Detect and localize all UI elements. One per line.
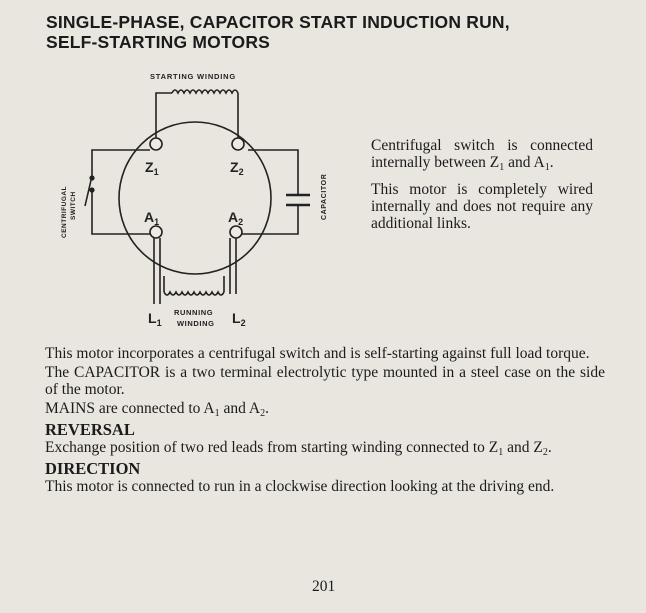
capacitor-lead-bottom — [240, 205, 298, 234]
running-label-2: WINDING — [177, 319, 215, 328]
label-a1: $A_1$ — [144, 209, 160, 227]
switch-lead-top — [92, 150, 150, 176]
paragraph-capacitor: The CAPACITOR is a two terminal electrolytic type mounted in a steel case on the side of the motor. — [45, 364, 605, 398]
centrifugal-label-2: SWITCH — [70, 191, 77, 220]
running-coil-taps — [164, 276, 224, 292]
paragraph-direction: This motor is connected to run in a clockwise direction looking at the driving end. — [45, 478, 555, 495]
starting-winding-label: STARTING WINDING — [150, 72, 236, 81]
running-label-1: RUNNING — [174, 308, 214, 317]
running-lead-l2 — [230, 238, 236, 294]
side-note-p2: This motor is completely wired internally and does not require any additional links. — [371, 181, 593, 232]
body-text — [45, 345, 605, 497]
capacitor-lead-top — [248, 150, 298, 195]
direction-heading: DIRECTION — [45, 459, 141, 478]
terminal-z2 — [232, 138, 244, 150]
title-line-1: SINGLE-PHASE, CAPACITOR START INDUCTION RUN, — [46, 12, 510, 32]
motor-wiring-diagram — [50, 68, 340, 338]
label-z2: $Z_2$ — [230, 159, 244, 177]
switch-lead-bottom — [92, 188, 150, 234]
starting-winding-coil — [172, 90, 238, 93]
running-winding-coil — [164, 292, 224, 295]
side-note-p1: Centrifugal switch is connected internally between $Z_1$ and $A_1$. — [371, 137, 593, 173]
label-z1: $Z_1$ — [145, 159, 159, 177]
switch-contact-bottom — [89, 187, 94, 192]
terminal-z1 — [150, 138, 162, 150]
label-l1: $L_1$ — [148, 310, 162, 328]
paragraph-centrifugal: This motor incorporates a centrifugal switch and is self-starting against full load torque. — [45, 345, 590, 362]
motor-frame — [119, 122, 271, 274]
capacitor-label: CAPACITOR — [321, 173, 328, 220]
running-lead-l1 — [154, 238, 160, 304]
terminal-a2 — [230, 226, 242, 238]
switch-contact-top — [89, 175, 94, 180]
reversal-heading: REVERSAL — [45, 420, 135, 439]
paragraph-mains: MAINS are connected to $A_1$ and $A_2$. — [45, 400, 269, 419]
page-title — [46, 12, 626, 52]
side-note — [371, 137, 593, 242]
label-l2: $L_2$ — [232, 310, 246, 328]
page-number: 201 — [312, 578, 336, 595]
label-a2: $A_2$ — [228, 209, 244, 227]
title-line-2: SELF-STARTING MOTORS — [46, 32, 271, 52]
paragraph-reversal: Exchange position of two red leads from starting winding connected to $Z_1$ and $Z_2$. — [45, 439, 552, 458]
centrifugal-label-1: CENTRIFUGAL — [61, 185, 68, 238]
terminal-a1 — [150, 226, 162, 238]
